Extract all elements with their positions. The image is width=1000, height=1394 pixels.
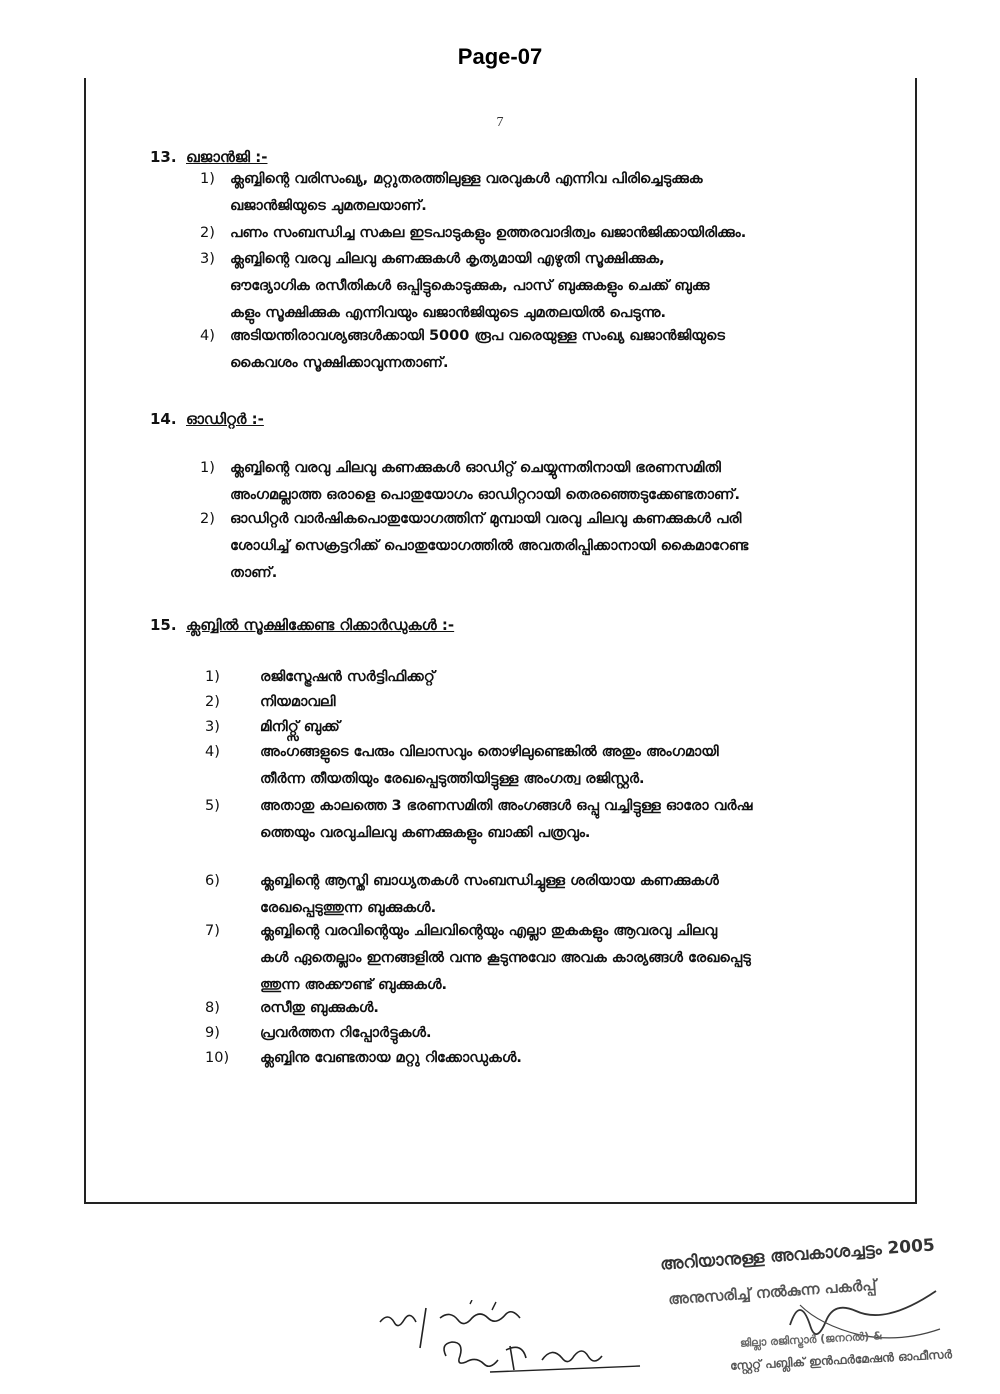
item-number: 10) [205,1050,230,1066]
section-number: 15. [150,616,177,634]
item-text: ഓഡിറ്റർ വാർഷികപൊതുയോഗത്തിന് മുമ്പായി വരവു ചിലവു കണക്കുകൾ പരി ശോധിച്ച് സെക്രട്ടറിക്ക് പൊതുയോഗത്തിൽ അവതരിപ്പിക്കാനായി കൈമാറേണ്ട താണ്. [230,511,749,581]
item-text: നിയമാവലി [260,694,336,710]
item-text: ക്ലബ്ബിന്റെ വരിസംഖ്യ, മറ്റുതരത്തിലുള്ള വരവുകൾ എന്നിവ പിരിച്ചെടുക്കുക ഖജാൻജിയുടെ ചുമതലയാണ്. [230,171,703,214]
item-text: അടിയന്തിരാവശ്യങ്ങൾക്കായി 5000 രൂപ വരെയുള്ള സംഖ്യ ഖജാൻജിയുടെ കൈവശം സൂക്ഷിക്കാവുന്നതാണ്. [230,328,725,371]
item-text: ക്ലബ്ബിന്റെ വരവു ചിലവു കണക്കുകൾ ഓഡിറ്റ് ചെയ്യുന്നതിനായി ഭരണസമിതി അംഗമല്ലാത്ത ഒരാളെ പൊതുയോഗം ഓഡിറ്ററായി തെരഞ്ഞെടുക്കേണ്ടതാണ്. [230,460,740,503]
official-stamp [660,1235,970,1385]
item-text: അതാതു കാലത്തെ 3 ഭരണസമിതി അംഗങ്ങൾ ഒപ്പു വച്ചിട്ടുള്ള ഓരോ വർഷ ത്തെയും വരവുചിലവു കണക്കുകളും ബാക്കി പത്രവും. [260,798,753,841]
item-text: പ്രവർത്തന റിപ്പോർട്ടുകൾ. [260,1025,432,1041]
stamp-line: ജില്ലാ രജിസ്ട്രാർ (ജനറൽ) & [739,1329,883,1350]
item-text: ക്ലബ്ബിന്റെ വരവു ചിലവു കണക്കുകൾ കൃത്യമായി എഴുതി സൂക്ഷിക്കുക, ഔദ്യോഗിക രസീതികൾ ഒപ്പിട്ടുകൊടുക്കുക, പാസ് ബുക്കുകളും ചെക്ക് ബുക്കു കളും സൂക്ഷിക്കുക എന്നിവയും ഖജാൻജിയുടെ ചുമതലയിൽ പെടുന്നു. [230,251,710,321]
item-text: ക്ലബ്ബിനു വേണ്ടതായ മറ്റു റിക്കോഡുകൾ. [260,1050,522,1066]
item-number: 2) [205,694,220,710]
section-number: 14. [150,410,177,428]
item-text: ക്ലബ്ബിന്റെ വരവിന്റെയും ചിലവിന്റെയും എല്ലാ തുകകളും ആവരവു ചിലവു കൾ ഏതെല്ലാം ഇനങ്ങളിൽ വന്നു കൂടുന്നുവോ അവക കാര്യങ്ങൾ രേഖപ്പെടു ത്തുന്ന അക്കൗണ്ട് ബുക്കുകൾ. [260,923,751,993]
item-number: 2) [200,511,215,527]
stamp-line: അനുസരിച്ച് നൽകുന്ന പകർപ്പ് [667,1275,877,1309]
item-number: 4) [200,328,215,344]
item-text: ക്ലബ്ബിന്റെ ആസ്തി ബാധ്യതകൾ സംബന്ധിച്ചുള്ള ശരിയായ കണക്കുകൾ രേഖപ്പെടുത്തുന്ന ബുക്കുകൾ. [260,873,719,916]
item-number: 1) [200,460,215,476]
page-number: 7 [496,115,504,130]
section-title: ഖജാൻജി :- [186,148,268,166]
item-number: 3) [205,719,220,735]
handwritten-signature [370,1300,650,1390]
section-number: 13. [150,148,177,166]
stamp-line: അറിയാനുള്ള അവകാശച്ചട്ടം 2005 [659,1235,936,1275]
section-15-heading [150,616,454,634]
item-number: 7) [205,923,220,939]
item-number: 1) [205,669,220,685]
item-number: 3) [200,251,215,267]
section-title: ക്ലബ്ബിൽ സൂക്ഷിക്കേണ്ട റിക്കാർഡുകൾ :- [186,616,455,634]
section-title: ഓഡിറ്റർ :- [186,410,264,428]
item-number: 6) [205,873,220,889]
item-number: 2) [200,225,215,241]
section-13-heading [150,148,267,166]
stamp-line: സ്റ്റേറ്റ് പബ്ലിക് ഇൻഫർമേഷൻ ഓഫീസർ [729,1347,953,1373]
item-number: 4) [205,744,220,760]
item-number: 8) [205,1000,220,1016]
item-text: അംഗങ്ങളുടെ പേരും വിലാസവും തൊഴിലുണ്ടെങ്കിൽ അതും അംഗമായി തീർന്ന തീയതിയും രേഖപ്പെടുത്തിയിട്ടുള്ള അംഗത്വ രജിസ്റ്റർ. [260,744,719,787]
item-number: 1) [200,171,215,187]
item-number: 9) [205,1025,220,1041]
item-text: മിനിറ്റ്സ് ബുക്ക് [260,719,340,735]
item-number: 5) [205,798,220,814]
item-text: പണം സംബന്ധിച്ച സകല ഇടപാടുകളും ഉത്തരവാദിത്വം ഖജാൻജിക്കായിരിക്കും. [230,225,747,241]
item-text: രസീതു ബുക്കുകൾ. [260,1000,379,1016]
section-14-heading [150,410,264,428]
item-text: രജിസ്ട്രേഷൻ സർട്ടിഫിക്കറ്റ് [260,669,435,685]
page-label: Page-07 [457,44,543,69]
